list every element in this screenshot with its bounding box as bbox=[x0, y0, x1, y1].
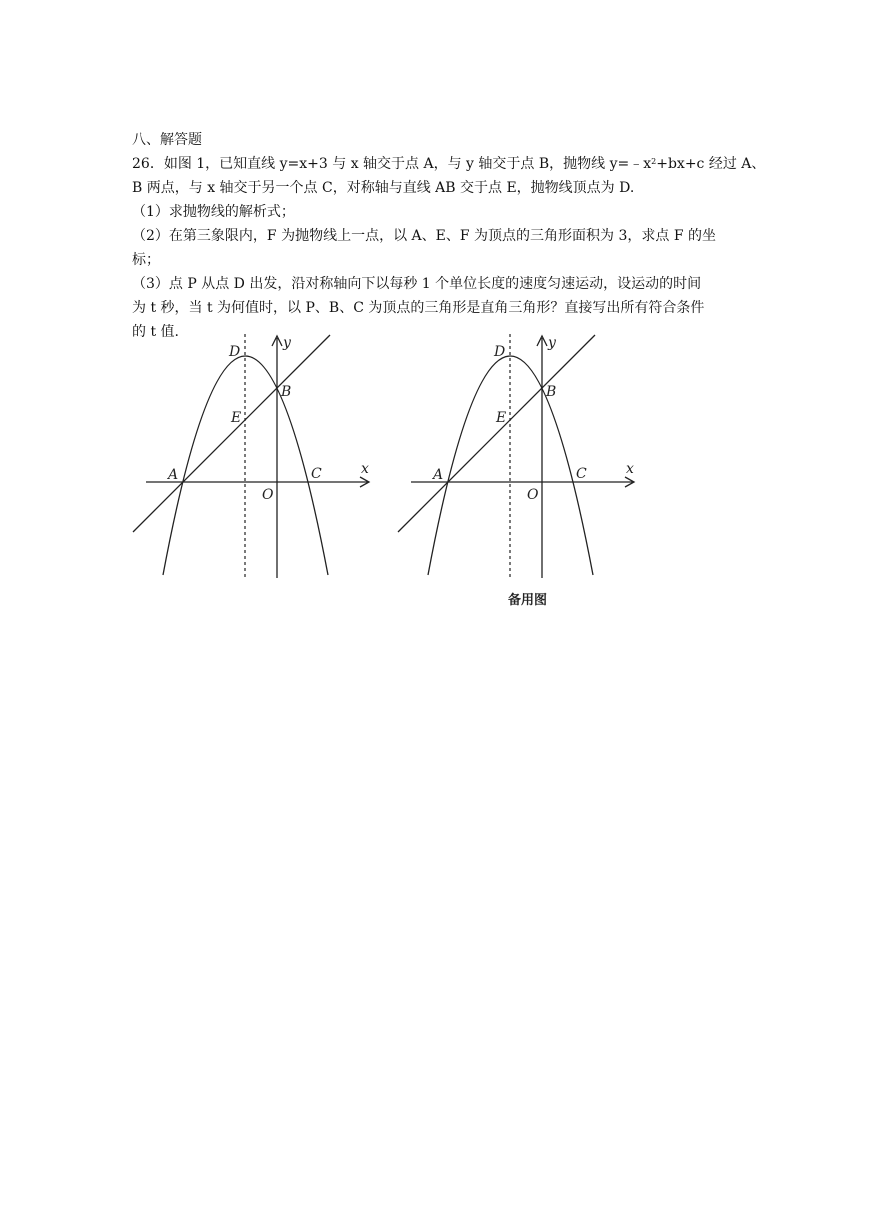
part-3-cont-2: 的 t 值. bbox=[132, 324, 179, 340]
label-e: E bbox=[231, 410, 242, 426]
backup-figure-caption: 备用图 bbox=[508, 593, 548, 608]
problem-line-1: 26．如图 1，已知直线 y=x+3 与 x 轴交于点 A，与 y 轴交于点 B，抛物线 $y=﹣x^2+bx+c$ 经过 A、 bbox=[132, 156, 766, 172]
problem-text bbox=[132, 128, 766, 344]
part-3: （3）点 P 从点 D 出发，沿对称轴向下以每秒 1 个单位长度的速度匀速运动，设运动的时间 bbox=[132, 276, 702, 292]
part-2-cont: 标； bbox=[132, 252, 160, 268]
label-o: O bbox=[527, 487, 539, 503]
label-y: y bbox=[548, 335, 556, 351]
label-d: D bbox=[229, 344, 241, 360]
part-3-cont-1: 为 t 秒，当 t 为何值时，以 P、B、C 为顶点的三角形是直角三角形？直接写出所有符合条件 bbox=[132, 300, 705, 316]
label-x: x bbox=[626, 461, 634, 477]
label-x: x bbox=[361, 461, 369, 477]
section-heading: 八、解答题 bbox=[132, 132, 202, 148]
label-y: y bbox=[283, 335, 291, 351]
label-c: C bbox=[576, 466, 587, 482]
figure-2-backup bbox=[393, 330, 643, 580]
line-ab bbox=[133, 335, 330, 532]
part-2: （2）在第三象限内，F 为抛物线上一点，以 A、E、F 为顶点的三角形面积为 3，求点 F 的坐 bbox=[132, 228, 716, 244]
problem-line-2: B 两点，与 x 轴交于另一个点 C，对称轴与直线 AB 交于点 E，抛物线顶点为 D. bbox=[132, 180, 635, 196]
label-e: E bbox=[496, 410, 507, 426]
label-a: A bbox=[168, 467, 179, 483]
line-ab bbox=[398, 335, 595, 532]
part-1: （1）求抛物线的解析式； bbox=[132, 204, 295, 220]
label-b: B bbox=[281, 384, 292, 400]
label-c: C bbox=[311, 466, 322, 482]
label-o: O bbox=[262, 487, 274, 503]
label-a: A bbox=[433, 467, 444, 483]
label-d: D bbox=[494, 344, 506, 360]
figure-1 bbox=[128, 330, 378, 580]
label-b: B bbox=[546, 384, 557, 400]
